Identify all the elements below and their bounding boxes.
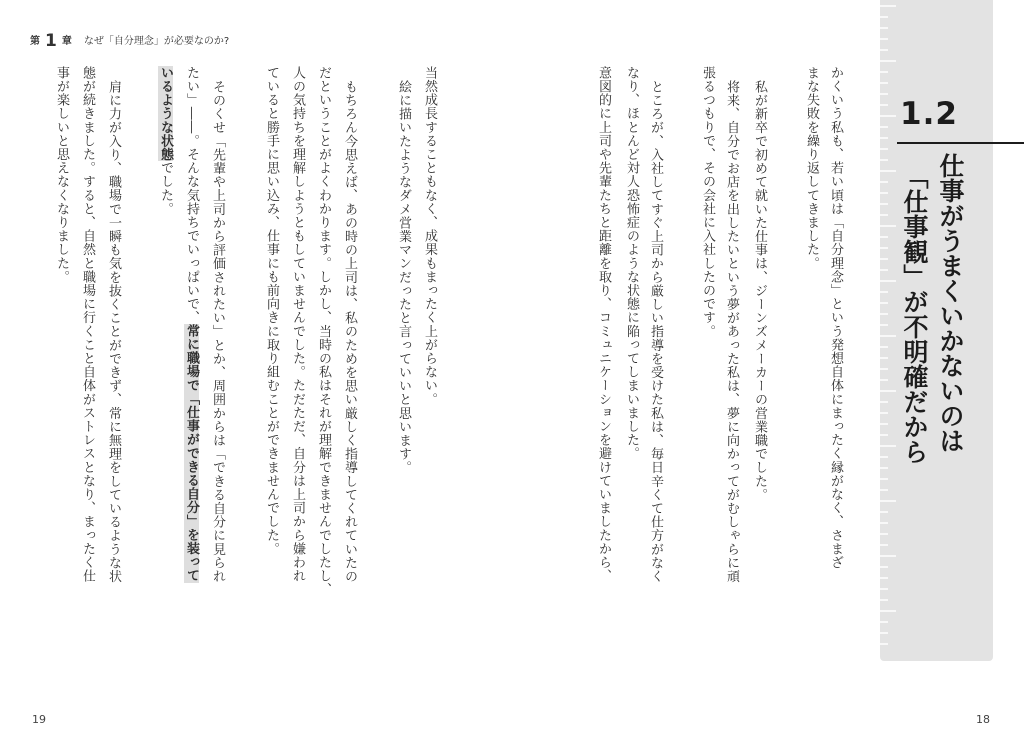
chapter-title: なぜ「自分理念」が必要なのか? [83, 36, 230, 47]
body-line: ていると勝手に思い込み、仕事にも前向きに取り組むことができませんでした。 [264, 66, 279, 556]
body-line: だということがよくわかります。しかし、当時の私はそれが理解できませんでしたし、 [316, 66, 331, 597]
body-line: まな失敗を繰り返してきました。 [804, 66, 819, 270]
body-line: 態が続きました。すると、自然と職場に行くこと自体がストレスとなり、まったく仕 [80, 66, 95, 583]
body-line: 当然成長することもなく、成果もまったく上がらない。 [422, 66, 437, 406]
chapter-label-post: 章 [61, 36, 72, 47]
body-line: 絵に描いたようなダメ営業マンだったと言っていいと思います。 [396, 80, 411, 475]
body-line: 私が新卒で初めて就いた仕事は、ジーンズメーカーの営業職でした。 [752, 80, 767, 502]
body-text: でした。 [158, 161, 173, 216]
body-line: 将来、自分でお店を出したいという夢があった私は、夢に向かってがむしゃらに頑 [724, 80, 739, 584]
section-number: 1.2 [900, 96, 958, 132]
body-line [180, 66, 202, 666]
page-number-left: 19 [32, 713, 46, 726]
body-line: そのくせ「先輩や上司から評価されたい」とか、周囲からは「できる自分に見られ [210, 80, 225, 584]
body-line: 肩に力が入り、職場で一瞬も気を抜くことができず、常に無理をしているような状 [106, 80, 121, 584]
section-title-line-1: 仕事がうまくいかないのは [936, 153, 965, 453]
body-line: 張るつもりで、その会社に入社したのです。 [700, 66, 715, 338]
chapter-label-pre: 第 [30, 36, 40, 47]
highlighted-phrase: いるような状態 [158, 66, 173, 162]
section-rule [897, 142, 1024, 144]
body-line: なり、ほとんど対人恐怖症のような状態に陥ってしまいました。 [624, 66, 639, 461]
body-line: もちろん今思えば、あの時の上司は、私のためを思い厳しく指導してくれていたの [342, 80, 357, 584]
body-line: ところが、入社してすぐ上司から厳しい指導を受けた私は、毎日辛くて仕方がなく [648, 80, 663, 584]
running-head [30, 31, 229, 51]
body-line: 事が楽しいと思えなくなりました。 [54, 66, 69, 284]
section-title-line-2: 「仕事観」が不明確だから [900, 164, 929, 464]
page-number-right: 18 [976, 713, 990, 726]
body-line [154, 66, 176, 666]
chapter-number: 1 [45, 31, 57, 51]
highlighted-phrase: 常に職場で「仕事ができる自分」を装って [184, 324, 199, 583]
body-line: 人の気持ちを理解しようともしていませんでした。ただただ、自分は上司から嫌われ [290, 66, 305, 583]
body-line: かくいう私も、若い頃は「自分理念」という発想自体にまったく縁がなく、さまざ [828, 66, 843, 570]
body-line: 意図的に上司や先輩たちと距離を取り、コミュニケーションを避けていましたから、 [596, 66, 611, 583]
body-text: たい」――。そんな気持ちでいっぱいで、 [184, 66, 199, 325]
